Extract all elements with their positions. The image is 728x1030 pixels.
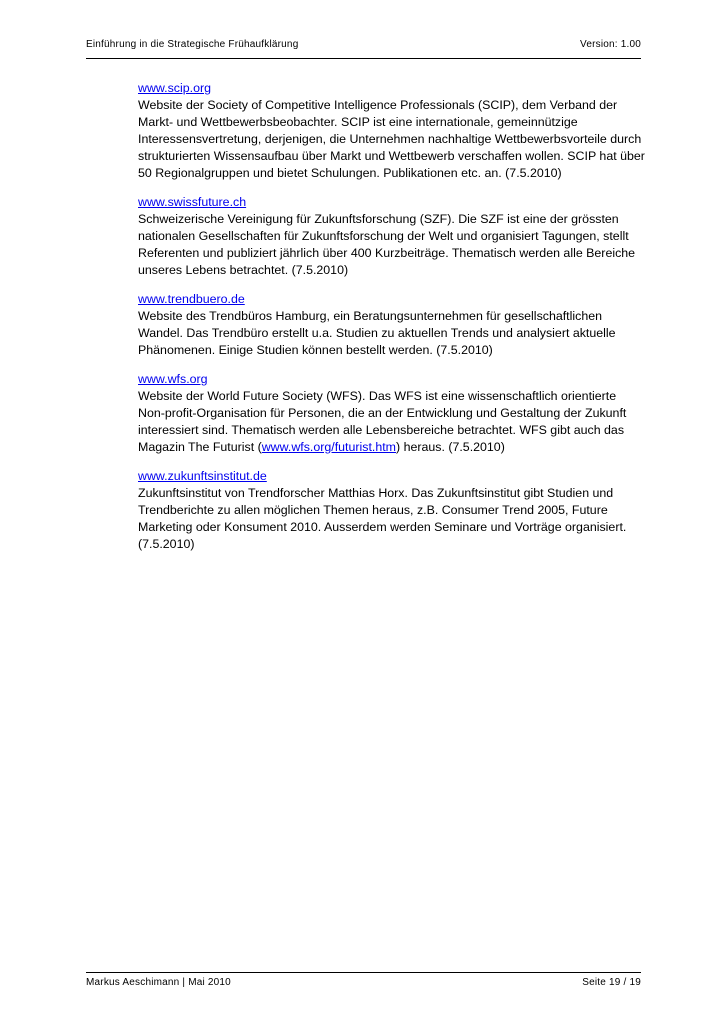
link-description: Website der Society of Competitive Intelligence Professionals (SCIP), dem Verband der Markt- und Wettbewerbsbeobachter. SCIP ist eine internationale, gemeinnützige Interessensvertretung, derjenigen, die Unternehmen nachhaltige Wettbewerbsvorteile durch strukturierten Wissensaufbau über Markt und Wettbewerb verschaffen wollen. SCIP hat über 50 Regionalgruppen und bietet Schulungen. Publikationen etc. an. (7.5.2010) (138, 98, 645, 180)
link-wfs-futurist[interactable]: www.wfs.org/futurist.htm (261, 440, 396, 454)
list-item (138, 371, 646, 456)
list-item (138, 468, 646, 553)
link-list (138, 80, 646, 565)
description-text-after: ) heraus. (7.5.2010) (396, 440, 505, 454)
link-zukunftsinstitut[interactable]: www.zukunftsinstitut.de (138, 469, 267, 483)
page-footer (86, 972, 641, 993)
document-version: Version: 1.00 (580, 39, 641, 50)
document-title: Einführung in die Strategische Frühaufklärung (86, 39, 299, 50)
link-description: Zukunftsinstitut von Trendforscher Matthias Horx. Das Zukunftsinstitut gibt Studien und Trendberichte zu allen möglichen Themen heraus, z.B. Consumer Trend 2005, Future Marketing oder Konsument 2010. Ausserdem werden Seminare und Vorträge organisiert. (7.5.2010) (138, 486, 627, 551)
description-text-before: Website der World Future Society (WFS). Das WFS ist eine wissenschaftlich orientierte Non-profit-Organisation für Personen, die an der Entwicklung und Gestaltung der Zukunft interessiert sind. Thematisch werden alle Lebensbereiche betrachtet. WFS gibt auch das Magazin The Futurist ( (138, 389, 627, 454)
link-swissfuture[interactable]: www.swissfuture.ch (138, 195, 247, 209)
page-number: Seite 19 / 19 (582, 977, 641, 988)
link-description: Website des Trendbüros Hamburg, ein Beratungsunternehmen für gesellschaftlichen Wandel. Das Trendbüro erstellt u.a. Studien zu aktuellen Trends und analysiert aktuelle Phänomenen. Einige Studien können bestellt werden. (7.5.2010) (138, 309, 616, 357)
link-description: Schweizerische Vereinigung für Zukunftsforschung (SZF). Die SZF ist eine der grössten nationalen Gesellschaften für Zukunftsforschung der Welt und organisiert Tagungen, stellt Referenten und publiziert jährlich über 400 Kurzbeiträge. Thematisch werden alle Bereiche unseres Lebens betrachtet. (7.5.2010) (138, 212, 636, 277)
list-item (138, 194, 646, 279)
link-trendbuero[interactable]: www.trendbuero.de (138, 292, 245, 306)
list-item (138, 80, 646, 182)
link-scip[interactable]: www.scip.org (138, 81, 211, 95)
list-item (138, 291, 646, 359)
link-description (138, 388, 646, 456)
page-header (86, 38, 641, 59)
footer-author: Markus Aeschimann | Mai 2010 (86, 977, 231, 988)
link-wfs[interactable]: www.wfs.org (138, 372, 208, 386)
